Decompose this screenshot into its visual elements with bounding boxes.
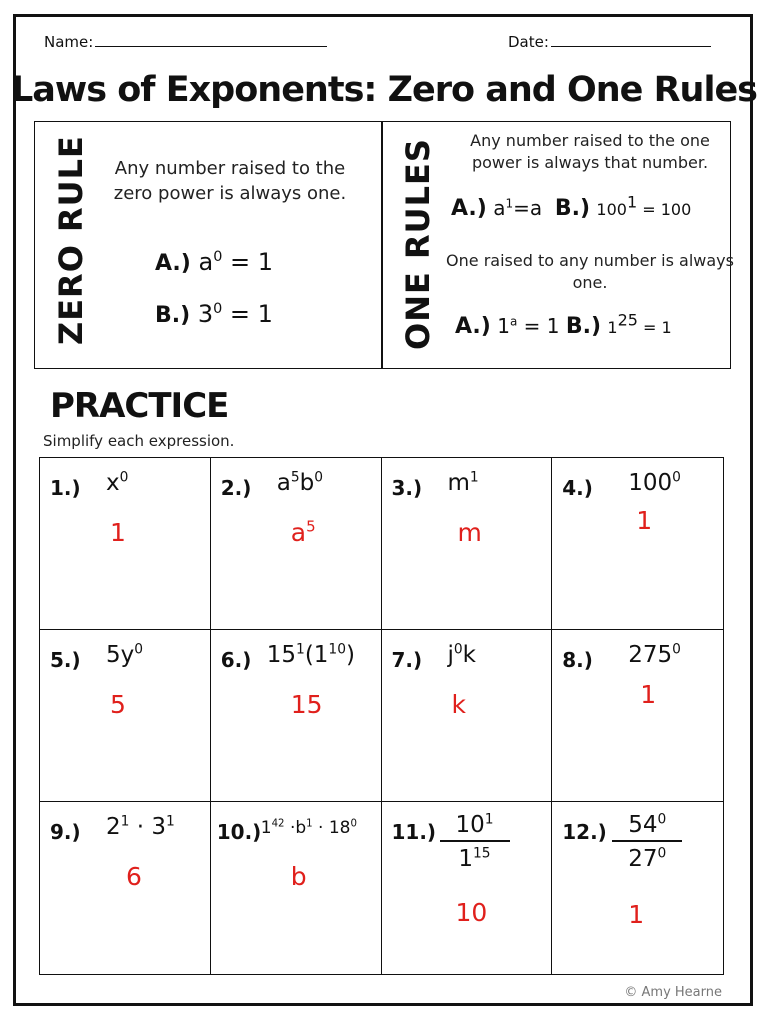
zero-example-b: B.) $3^0 = 1$ bbox=[155, 300, 273, 328]
problem-cell-9[interactable] bbox=[40, 802, 211, 974]
problem-number: 5.) bbox=[50, 648, 81, 672]
problem-cell-4[interactable] bbox=[552, 458, 723, 630]
one-rules-label: ONE RULES bbox=[399, 138, 437, 350]
name-line[interactable] bbox=[95, 33, 327, 47]
fraction-bar bbox=[440, 840, 510, 842]
zero-example-a: A.) $a^0 = 1$ bbox=[155, 248, 274, 276]
problem-fraction: $10^1$ $1^{15}$ bbox=[440, 812, 510, 872]
problem-number: 2.) bbox=[220, 476, 252, 500]
problem-cell-1[interactable] bbox=[40, 458, 211, 630]
problem-answer: 1 bbox=[110, 518, 126, 547]
problem-expression: $5y^0$ bbox=[106, 641, 144, 668]
date-line[interactable] bbox=[551, 33, 711, 47]
practice-instructions: Simplify each expression. bbox=[43, 432, 235, 450]
problem-answer: m bbox=[457, 518, 482, 547]
name-field[interactable] bbox=[44, 33, 327, 51]
problem-expression: $275^0$ bbox=[628, 641, 681, 668]
practice-grid bbox=[39, 457, 724, 975]
zero-rule-description: Any number raised to the zero power is always one. bbox=[113, 158, 347, 204]
one-rule-examples-2: A.) $1^a = 1$ B.) $1^{25} = 1$ bbox=[455, 310, 672, 339]
problem-answer: 15 bbox=[290, 690, 323, 719]
date-label: Date: bbox=[508, 33, 549, 51]
zero-rule-label: ZERO RULE bbox=[52, 135, 90, 345]
problem-answer: 10 bbox=[455, 898, 488, 927]
problem-expression: $100^0$ bbox=[628, 469, 681, 496]
problem-answer: 1 bbox=[640, 680, 657, 709]
problem-number: 7.) bbox=[391, 648, 423, 672]
problem-expression: $m^1$ bbox=[447, 469, 479, 496]
one-rule-description-1: Any number raised to the one power is always that number. bbox=[470, 131, 710, 172]
date-field[interactable] bbox=[508, 33, 711, 51]
problem-fraction: $54^0$ $27^0$ bbox=[612, 812, 682, 872]
problem-number: 11.) bbox=[391, 820, 437, 844]
problem-expression: $1^{42} \cdot b^1 \cdot 18^0$ bbox=[260, 818, 357, 838]
problem-cell-7[interactable] bbox=[382, 630, 553, 802]
problem-number: 6.) bbox=[220, 648, 252, 672]
problem-answer: 1 bbox=[636, 506, 653, 535]
name-label: Name: bbox=[44, 33, 94, 51]
rules-box bbox=[34, 121, 734, 369]
page-title: Laws of Exponents: Zero and One Rules bbox=[10, 70, 758, 110]
problem-expression: $2^1 \cdot 3^1$ bbox=[106, 813, 175, 840]
problem-cell-2[interactable] bbox=[211, 458, 382, 630]
problem-answer: $a^5$ bbox=[290, 517, 316, 547]
practice-heading: PRACTICE bbox=[50, 386, 229, 426]
problem-cell-6[interactable] bbox=[211, 630, 382, 802]
copyright-credit: © Amy Hearne bbox=[624, 985, 722, 1000]
problem-number: 1.) bbox=[50, 476, 81, 500]
problem-answer: 6 bbox=[126, 862, 142, 891]
problem-number: 4.) bbox=[562, 476, 593, 500]
problem-cell-5[interactable] bbox=[40, 630, 211, 802]
problem-expression: $x^0$ bbox=[106, 469, 129, 496]
problem-cell-12[interactable] bbox=[552, 802, 723, 974]
problem-cell-10[interactable] bbox=[211, 802, 382, 974]
problem-answer: b bbox=[290, 862, 307, 891]
problem-expression: $15^1(1^{10})$ bbox=[266, 641, 355, 668]
one-rule-examples-1: A.) $a^1=a$ B.) $100^1 = 100$ bbox=[451, 192, 692, 221]
problem-cell-3[interactable] bbox=[382, 458, 553, 630]
problem-answer: 1 bbox=[628, 900, 645, 929]
problem-answer: 5 bbox=[110, 690, 126, 719]
problem-number: 12.) bbox=[562, 820, 607, 844]
problem-number: 8.) bbox=[562, 648, 593, 672]
problem-cell-11[interactable] bbox=[382, 802, 553, 974]
problem-expression: $j^0k$ bbox=[447, 641, 476, 668]
fraction-bar bbox=[612, 840, 682, 842]
problem-expression: $a^5b^0$ bbox=[276, 469, 324, 496]
problem-number: 9.) bbox=[50, 820, 81, 844]
rules-divider bbox=[381, 122, 383, 368]
problem-number: 3.) bbox=[391, 476, 423, 500]
problem-answer: k bbox=[451, 690, 466, 719]
problem-number: 10.) bbox=[216, 820, 262, 844]
problem-cell-8[interactable] bbox=[552, 630, 723, 802]
one-rule-description-2: One raised to any number is always one. bbox=[446, 251, 734, 292]
